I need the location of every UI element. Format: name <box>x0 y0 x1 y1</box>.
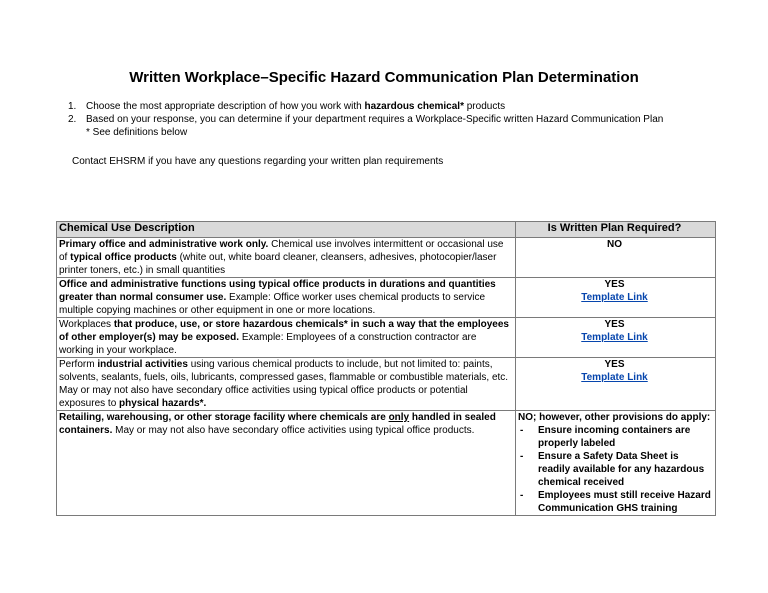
description-text: (white out, white board cleaner, cleansers, adhesives, photocopier/laser printer toners, etc.) in small quantities <box>59 252 497 276</box>
description-emphasis: physical hazards*. <box>119 398 207 409</box>
answer-value: YES <box>604 319 625 330</box>
answer-cell <box>516 238 716 278</box>
provision-text: Ensure a Safety Data Sheet is readily available for any hazardous chemical received <box>538 451 705 488</box>
step-emphasis: hazardous chemical* <box>364 101 464 112</box>
column-header-required: Is Written Plan Required? <box>516 222 716 238</box>
description-text: using various chemical products to include, but not limited to: paints, solvents, sealants, fuels, oils, lubricants, compressed gases, flammable or combustible materials, etc. May or may not also have secondary office activities using typical office products or potential exposures to <box>59 359 509 409</box>
table-row <box>57 358 716 411</box>
step-text: Choose the most appropriate description of how you work with <box>86 101 365 112</box>
page-title: Written Workplace–Specific Hazard Communication Plan Determination <box>129 69 639 86</box>
table-row <box>57 411 716 516</box>
step-text: products <box>463 101 506 112</box>
template-link[interactable]: Template Link <box>581 332 648 343</box>
step-text: Based on your response, you can determine if your department requires a Workplace-Specific written Hazard Communication Plan <box>86 114 664 125</box>
provision-text: Ensure incoming containers are properly labeled <box>538 425 691 449</box>
description-lead: Primary office and administrative work only. <box>59 239 269 250</box>
table-row <box>57 278 716 318</box>
description-lead: Retailing, warehousing, or other storage facility <box>59 412 286 423</box>
description-cell <box>57 358 516 411</box>
description-underline: only <box>388 412 410 423</box>
provision-item: - Employees must still receive Hazard Communication GHS training <box>520 490 711 514</box>
answer-value: YES <box>604 279 625 290</box>
description-emphasis: typical office products <box>70 252 177 263</box>
template-link[interactable]: Template Link <box>581 372 648 383</box>
definitions-note: * See definitions below <box>86 127 188 138</box>
contact-note: Contact EHSRM if you have any questions regarding your written plan requirements <box>72 156 444 167</box>
answer-cell <box>516 278 716 318</box>
description-text: Chemical use involves intermittent or occasional use of <box>59 239 504 263</box>
instruction-step-1 <box>68 100 663 113</box>
instruction-step-2 <box>68 113 663 126</box>
description-lead: industrial activities <box>97 359 188 370</box>
answer-intro: NO; however, other provisions do apply: <box>518 412 711 423</box>
instruction-list <box>68 100 663 139</box>
description-cell <box>57 318 516 358</box>
provisions-list <box>518 424 711 515</box>
description-text: Workplaces <box>59 319 114 330</box>
answer-cell <box>516 318 716 358</box>
answer-cell <box>516 358 716 411</box>
provision-item: - Ensure a Safety Data Sheet is readily available for any hazardous chemical received <box>520 451 705 488</box>
answer-cell <box>516 411 716 516</box>
step-number: 1. <box>68 101 77 112</box>
description-cell <box>57 278 516 318</box>
table-row <box>57 318 716 358</box>
step-number: 2. <box>68 114 77 125</box>
description-cell <box>57 238 516 278</box>
description-text: Perform <box>59 359 98 370</box>
table-row <box>57 238 716 278</box>
provision-text: Employees must still receive Hazard Communication GHS training <box>538 490 711 514</box>
description-text: where chemicals are <box>285 412 389 423</box>
answer-value: NO <box>607 239 622 250</box>
description-cell <box>57 411 516 516</box>
description-lead: that produce, use, or store hazardous chemicals* in such a way that the employees of other employer(s) may be exposed. <box>59 319 509 343</box>
template-link[interactable]: Template Link <box>581 292 648 303</box>
description-emphasis: handled in sealed containers. <box>59 412 496 436</box>
answer-value: YES <box>604 359 625 370</box>
description-text: Example: Office worker uses chemical products to service multiple copying machines or other equipment in one or more locations. <box>59 292 486 316</box>
description-text: May or may not also have secondary office activities using typical office products. <box>112 425 475 436</box>
description-lead: Office and administrative functions using typical office products in durations and quantities greater than normal consumer use. <box>59 279 496 303</box>
column-header-description: Chemical Use Description <box>57 222 516 238</box>
plan-table <box>56 221 716 516</box>
description-text: Example: Employees of a construction contractor are working in your workplace. <box>59 332 477 356</box>
table-header-row <box>57 222 716 238</box>
provision-item: - Ensure incoming containers are properly labeled <box>520 425 691 449</box>
